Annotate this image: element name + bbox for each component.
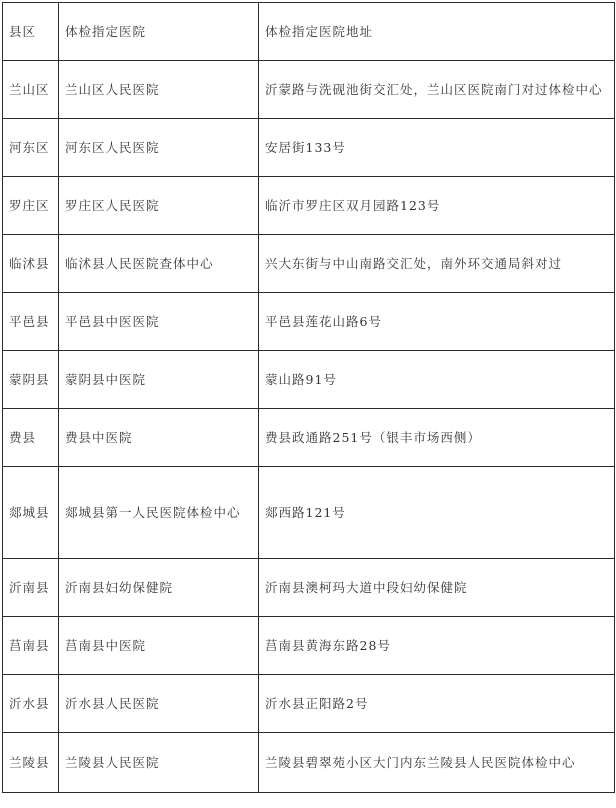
county-cell: 平邑县 (3, 293, 59, 351)
hospital-cell: 费县中医院 (59, 409, 259, 467)
hospital-cell: 郯城县第一人民医院体检中心 (59, 467, 259, 559)
address-cell: 平邑县莲花山路6号 (259, 293, 615, 351)
table-row (3, 61, 615, 119)
county-cell: 沂水县 (3, 675, 59, 733)
table-header-row (3, 3, 615, 61)
table-row (3, 351, 615, 409)
address-cell: 沂蒙路与洗砚池街交汇处，兰山区医院南门对过体检中心 (259, 61, 615, 119)
hospital-cell: 沂水县人民医院 (59, 675, 259, 733)
address-cell: 兰陵县碧翠苑小区大门内东兰陵县人民医院体检中心 (259, 733, 615, 793)
address-cell: 临沂市罗庄区双月园路123号 (259, 177, 615, 235)
header-county: 县区 (3, 3, 59, 61)
table-row (3, 467, 615, 559)
table-row (3, 235, 615, 293)
hospital-cell: 兰陵县人民医院 (59, 733, 259, 793)
hospital-cell: 兰山区人民医院 (59, 61, 259, 119)
county-cell: 临沭县 (3, 235, 59, 293)
header-address: 体检指定医院地址 (259, 3, 615, 61)
county-cell: 费县 (3, 409, 59, 467)
address-cell: 郯西路121号 (259, 467, 615, 559)
hospital-cell: 临沭县人民医院查体中心 (59, 235, 259, 293)
table-row (3, 675, 615, 733)
address-cell: 沂水县正阳路2号 (259, 675, 615, 733)
hospital-cell: 河东区人民医院 (59, 119, 259, 177)
table-row (3, 409, 615, 467)
county-cell: 沂南县 (3, 559, 59, 617)
hospital-cell: 莒南县中医院 (59, 617, 259, 675)
county-cell: 蒙阴县 (3, 351, 59, 409)
address-cell: 费县政通路251号（银丰市场西侧） (259, 409, 615, 467)
county-cell: 兰陵县 (3, 733, 59, 793)
address-cell: 兴大东街与中山南路交汇处，南外环交通局斜对过 (259, 235, 615, 293)
county-cell: 郯城县 (3, 467, 59, 559)
hospital-cell: 蒙阴县中医院 (59, 351, 259, 409)
hospital-table (2, 2, 615, 793)
header-hospital: 体检指定医院 (59, 3, 259, 61)
county-cell: 河东区 (3, 119, 59, 177)
table-row (3, 177, 615, 235)
table-row (3, 617, 615, 675)
table-row (3, 559, 615, 617)
address-cell: 蒙山路91号 (259, 351, 615, 409)
address-cell: 沂南县澳柯玛大道中段妇幼保健院 (259, 559, 615, 617)
county-cell: 莒南县 (3, 617, 59, 675)
table-row (3, 293, 615, 351)
table-row (3, 119, 615, 177)
address-cell: 莒南县黄海东路28号 (259, 617, 615, 675)
address-cell: 安居街133号 (259, 119, 615, 177)
county-cell: 兰山区 (3, 61, 59, 119)
table-row (3, 733, 615, 793)
hospital-cell: 罗庄区人民医院 (59, 177, 259, 235)
hospital-cell: 平邑县中医医院 (59, 293, 259, 351)
hospital-cell: 沂南县妇幼保健院 (59, 559, 259, 617)
county-cell: 罗庄区 (3, 177, 59, 235)
